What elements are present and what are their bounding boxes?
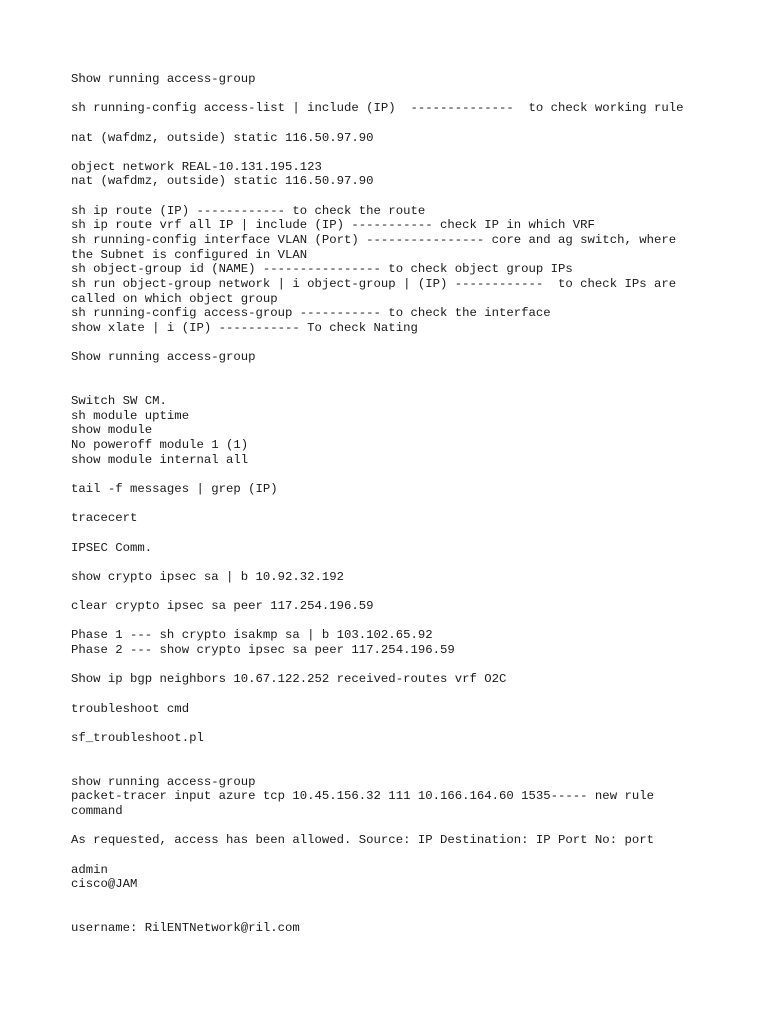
text-line: As requested, access has been allowed. Source: IP Destination: IP Port No: port (71, 833, 654, 848)
text-line: admin (71, 862, 108, 877)
text-line: Show ip bgp neighbors 10.67.122.252 received-routes vrf O2C (71, 672, 507, 687)
text-line: sh object-group id (NAME) ---------------- to check object group IPs (71, 262, 573, 277)
blank-line (71, 745, 731, 760)
blank-line (71, 336, 731, 351)
text-line: nat (wafdmz, outside) static 116.50.97.90 (71, 130, 374, 145)
text-line: show module internal all (71, 452, 249, 467)
text-line: show xlate | i (IP) ----------- To check Nating (71, 320, 418, 335)
text-line: packet-tracer input azure tcp 10.45.156.32 111 10.166.164.60 1535----- new rule (71, 789, 654, 804)
blank-line (71, 526, 731, 541)
blank-line (71, 189, 731, 204)
text-line: IPSEC Comm. (71, 540, 153, 555)
blank-line (71, 584, 731, 599)
text-line: tracecert (71, 511, 138, 526)
blank-line (71, 716, 731, 731)
text-line: sh module uptime (71, 408, 190, 423)
blank-line (71, 145, 731, 160)
blank-line (71, 658, 731, 673)
text-line: sh ip route vrf all IP | include (IP) ----------- check IP in which VRF (71, 218, 595, 233)
blank-line (71, 760, 731, 775)
blank-line (71, 467, 731, 482)
text-line: Switch SW CM. (71, 394, 167, 409)
blank-line (71, 614, 731, 629)
text-line: Phase 2 --- show crypto ipsec sa peer 117.254.196.59 (71, 642, 455, 657)
text-line: clear crypto ipsec sa peer 117.254.196.59 (71, 599, 374, 614)
text-line: Show running access-group (71, 350, 256, 365)
blank-line (71, 497, 731, 512)
blank-line (71, 379, 731, 394)
text-line: sh running-config access-list | include (IP) -------------- to check working rule (71, 101, 684, 116)
text-line: sh ip route (IP) ------------ to check the route (71, 203, 426, 218)
text-line: show running access-group (71, 774, 256, 789)
blank-line (71, 907, 731, 922)
text-line: the Subnet is configured in VLAN (71, 247, 308, 262)
blank-line (71, 687, 731, 702)
text-line: Phase 1 --- sh crypto isakmp sa | b 103.102.65.92 (71, 628, 433, 643)
text-line: nat (wafdmz, outside) static 116.50.97.90 (71, 174, 374, 189)
blank-line (71, 87, 731, 102)
text-line: show module (71, 423, 153, 438)
text-line: called on which object group (71, 291, 278, 306)
text-line: tail -f messages | grep (IP) (71, 481, 278, 496)
text-line: sh running-config access-group ----------- to check the interface (71, 306, 551, 321)
text-line: show crypto ipsec sa | b 10.92.32.192 (71, 569, 345, 584)
text-line: sf_troubleshoot.pl (71, 730, 204, 745)
text-line: sh running-config interface VLAN (Port) ---------------- core and ag switch, where (71, 233, 677, 248)
blank-line (71, 116, 731, 131)
text-line: object network REAL-10.131.195.123 (71, 159, 322, 174)
text-line: cisco@JAM (71, 877, 138, 892)
text-line: Show running access-group (71, 72, 256, 86)
text-line: username: RilENTNetwork@ril.com (71, 921, 300, 936)
blank-line (71, 848, 731, 863)
blank-line (71, 365, 731, 380)
blank-line (71, 892, 731, 907)
text-line: command (71, 804, 123, 819)
text-line: sh run object-group network | i object-group | (IP) ------------ to check IPs are (71, 276, 677, 291)
document-page (71, 72, 731, 936)
blank-line (71, 819, 731, 834)
blank-line (71, 555, 731, 570)
text-line: No poweroff module 1 (1) (71, 438, 249, 453)
text-line: troubleshoot cmd (71, 701, 190, 716)
